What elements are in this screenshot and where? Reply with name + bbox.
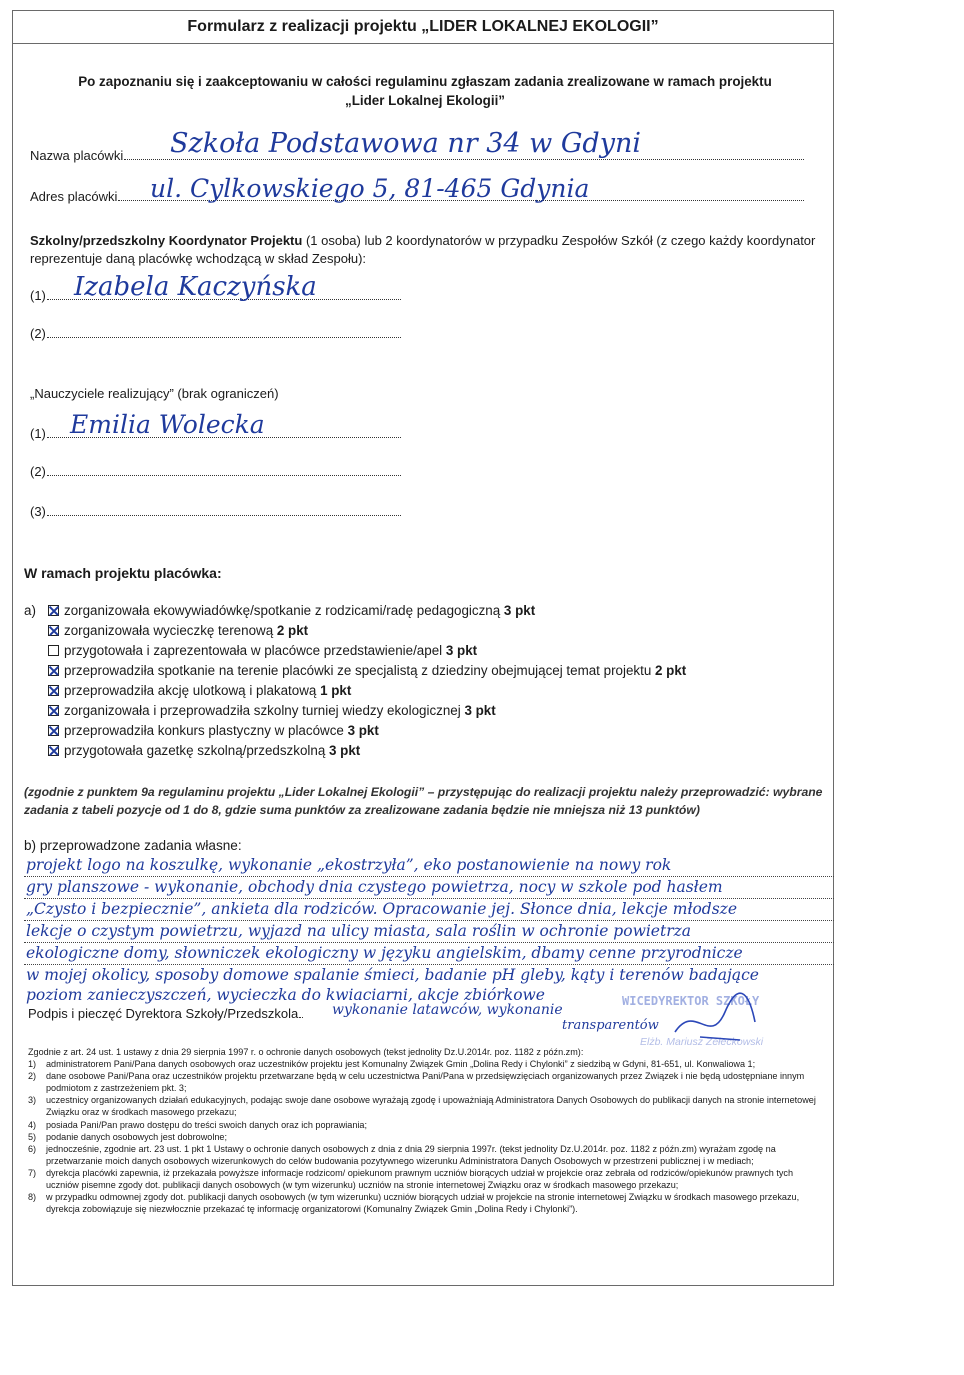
coordinator-heading-rest: (1 osoba) lub 2 koordynatorów w przypadku Zespołów Szkół (z czego każdy koordynator reprezentuje daną placówkę wchodzącą w skład Zespołu): [30, 233, 816, 266]
own-task-text: projekt logo na koszulkę, wykonanie „ekostrzyła”, eko postanowienie na nowy rok [26, 856, 672, 874]
legal-item: 8) w przypadku odmownej zgody dot. publikacji danych osobowych (w tym wizerunku) uczniów biorących udział w projekcie na stronie internetowej Związku w środkach masowego przekazu, dyrekcja zobowiązuje się niezwłocznie przekazać tę informację organizatorowi (Komunalny Związek Gmin „Dolina Redy i Chylonki”). [28, 1192, 800, 1215]
task-label: zorganizowała i przeprowadziła szkolny turniej wiedzy ekologicznej [64, 703, 461, 718]
task-checkbox[interactable] [48, 685, 59, 696]
director-stamp: WICEDYREKTOR SZKOŁY [622, 994, 760, 1008]
teacher-2-field [30, 464, 401, 479]
teachers-heading: „Nauczyciele realizujący” (brak ograniczeń) [30, 386, 279, 401]
own-task-text: lekcje o czystym powietrzu, wyjazd na ulicy miasta, sala roślin w ochronie powietrza [26, 922, 692, 940]
task-points: 3 pkt [347, 723, 379, 738]
task-label: zorganizowała ekowywiadówkę/spotkanie z rodzicami/radę pedagogiczną [64, 603, 501, 618]
task-row [48, 743, 360, 758]
task-checkbox[interactable] [48, 625, 59, 636]
intro-text [30, 72, 820, 110]
task-row [48, 643, 477, 658]
school-address-value: ul. Cylkowskiego 5, 81-465 Gdynia [150, 174, 590, 203]
coordinator-heading [30, 232, 830, 268]
own-task-text: ekologiczne domy, słowniczek ekologiczny w języku angielskim, dbamy cenne przyrodnicze [26, 944, 743, 962]
tasks-heading: W ramach projektu placówka: [24, 565, 222, 581]
own-tasks-line [24, 898, 834, 899]
task-points: 2 pkt [655, 663, 687, 678]
teacher-3-number: (3) [30, 504, 46, 519]
legal-clause [28, 1046, 823, 1215]
coordinator-2-line [47, 335, 401, 338]
task-points: 3 pkt [464, 703, 496, 718]
task-row [48, 663, 686, 678]
regulation-note: (zgodnie z punktem 9a regulaminu projektu „Lider Lokalnej Ekologii” – przystępując do realizacji projektu należy przeprowadzić: wybrane zadania z tabeli pozycje od 1 do 8, gdzie suma punktów za zrealizowane zadania będzie nie mniejsza niż 13 punktów) [24, 785, 823, 817]
task-row [48, 703, 496, 718]
task-label: przygotowała i zaprezentowała w placówce przedstawienie/apel [64, 643, 443, 658]
teacher-2-line [47, 473, 401, 476]
task-row [48, 603, 535, 618]
legal-item: 4) posiada Pani/Pan prawo dostępu do treści swoich danych oraz ich poprawiania; [28, 1119, 367, 1130]
task-label: przeprowadziła konkurs plastyczny w placówce [64, 723, 344, 738]
coordinator-heading-bold: Szkolny/przedszkolny Koordynator Projektu [30, 233, 303, 248]
task-checkbox[interactable] [48, 605, 59, 616]
teacher-1-value: Emilia Wolecka [70, 410, 265, 439]
own-task-text: gry planszowe - wykonanie, obchody dnia czystego powietrza, nocy w szkole pod hasłem [26, 878, 723, 896]
legal-item: 2) dane osobowe Pani/Pana oraz uczestników projektu przetwarzane będą w celu uczestnictwa Pani/Pana w przedsięwzięciach organizowanych przez Związek i nie będą udostępniane innym podmiotom z zastrzeżeniem pkt. 3; [28, 1071, 805, 1094]
teacher-3-line [47, 513, 401, 516]
school-name-label: Nazwa placówki [30, 148, 124, 163]
task-checkbox[interactable] [48, 665, 59, 676]
coordinator-2-number: (2) [30, 326, 46, 341]
legal-item: 1) administratorem Pani/Pana danych osobowych oraz uczestników projektu jest Komunalny Związek Gmin „Dolina Redy i Chylonki” z siedzibą w Gdyni, 81-651, ul. Konwaliowa 1; [28, 1059, 756, 1070]
own-task-extra: wykonanie latawców, wykonanie [332, 1002, 563, 1018]
task-checkbox[interactable] [48, 705, 59, 716]
intro-line-2: „Lider Lokalnej Ekologii” [345, 93, 505, 108]
legal-intro: Zgodnie z art. 24 ust. 1 ustawy z dnia 29 sierpnia 1997 r. o ochronie danych osobowych (tekst jednolity Dz.U.2014r. poz. 1182 z późn.zm): [28, 1047, 584, 1057]
school-address-label: Adres placówki [30, 189, 118, 204]
own-task-text: w mojej okolicy, sposoby domowe spalanie śmieci, badanie pH gleby, kąty i terenów badające [26, 966, 759, 984]
director-signature [670, 992, 760, 1052]
director-stamp-name: Elżb. Mariusz Zełeckowski [640, 1036, 764, 1048]
task-checkbox[interactable] [48, 645, 59, 656]
teacher-1-number: (1) [30, 426, 46, 441]
legal-item: 7) dyrekcja placówki zapewnia, iż przekazała powyższe informacje rodzicom/ opiekunom prawnym uczniów biorących udział w projekcie oraz zebrała od rodziców/opiekunów prawnych tych uczniów pisemne zgody dot. publikacji danych osobowych (w tym wizerunku) uczniów na stronie internetowej Związku oraz w środkach masowego przekazu; [28, 1167, 794, 1191]
coordinator-1-value: Izabela Kaczyńska [74, 272, 317, 302]
task-row [48, 723, 379, 738]
own-tasks-line [24, 964, 834, 965]
legal-item: 6) jednocześnie, zgodnie art. 23 ust. 1 pkt 1 Ustawy o ochronie danych osobowych z dnia z dnia 29 sierpnia 1997r. (tekst jednolity Dz.U.2014r. poz. 1182 z późn.zm) wyrażam zgodę na przetwarzanie moich danych osobowych wizerunkowych do celów budowania pozytywnego wizerunku Administratora Danych Osobowych w przestrzeni publicznej i w mediach; [28, 1143, 776, 1166]
legal-item: 3) uczestnicy organizowanych działań edukacyjnych, podając swoje dane osobowe wyrażają zgodę i upoważniają Administratora Danych Osobowych do publikacji danych na stronie internetowej Związku oraz w środkach masowego przekazu; [28, 1095, 816, 1118]
task-label: zorganizowała wycieczkę terenową [64, 623, 274, 638]
task-checkbox[interactable] [48, 725, 59, 736]
task-row [48, 623, 308, 638]
own-task-text: poziom zanieczyszczeń, wycieczka do kwiaciarni, akcje zbiórkowe [26, 986, 545, 1004]
tasks-letter-a: a) [24, 603, 36, 618]
task-label: przeprowadziła akcję ulotkową i plakatową [64, 683, 317, 698]
task-points: 1 pkt [320, 683, 352, 698]
task-checkbox[interactable] [48, 745, 59, 756]
task-label: przygotowała gazetkę szkolną/przedszkolną [64, 743, 326, 758]
task-points: 3 pkt [445, 643, 478, 658]
task-points: 3 pkt [329, 743, 361, 758]
own-task-text: „Czysto i bezpiecznie”, ankieta dla rodziców. Opracowanie jej. Słonce dnia, lekcje młodsze [26, 900, 738, 918]
form-title: Formularz z realizacji projektu „LIDER LOKALNEJ EKOLOGII” [12, 10, 834, 44]
task-points: 2 pkt [276, 623, 309, 638]
own-tasks-label: b) przeprowadzone zadania własne: [24, 838, 242, 853]
own-tasks-line [24, 920, 834, 921]
signature-label: Podpis i pieczęć Dyrektora Szkoły/Przedszkola [28, 1006, 303, 1021]
own-tasks-line [24, 876, 834, 877]
coordinator-1-number: (1) [30, 288, 46, 303]
teacher-2-number: (2) [30, 464, 46, 479]
task-label: przeprowadziła spotkanie na terenie placówki ze specjalistą z dziedziny obejmującej temat projektu [64, 663, 652, 678]
legal-item: 5) podanie danych osobowych jest dobrowolne; [28, 1131, 227, 1142]
own-tasks-line [24, 942, 834, 943]
task-points: 3 pkt [503, 603, 536, 618]
school-name-value: Szkoła Podstawowa nr 34 w Gdyni [170, 128, 641, 159]
task-row [48, 683, 351, 698]
teacher-3-field [30, 504, 401, 519]
intro-line-1: Po zapoznaniu się i zaakceptowaniu w całości regulaminu zgłaszam zadania zrealizowane w ramach projektu [78, 74, 772, 89]
coordinator-2-field [30, 326, 401, 341]
own-task-extra-2: transparentów [562, 1018, 659, 1033]
